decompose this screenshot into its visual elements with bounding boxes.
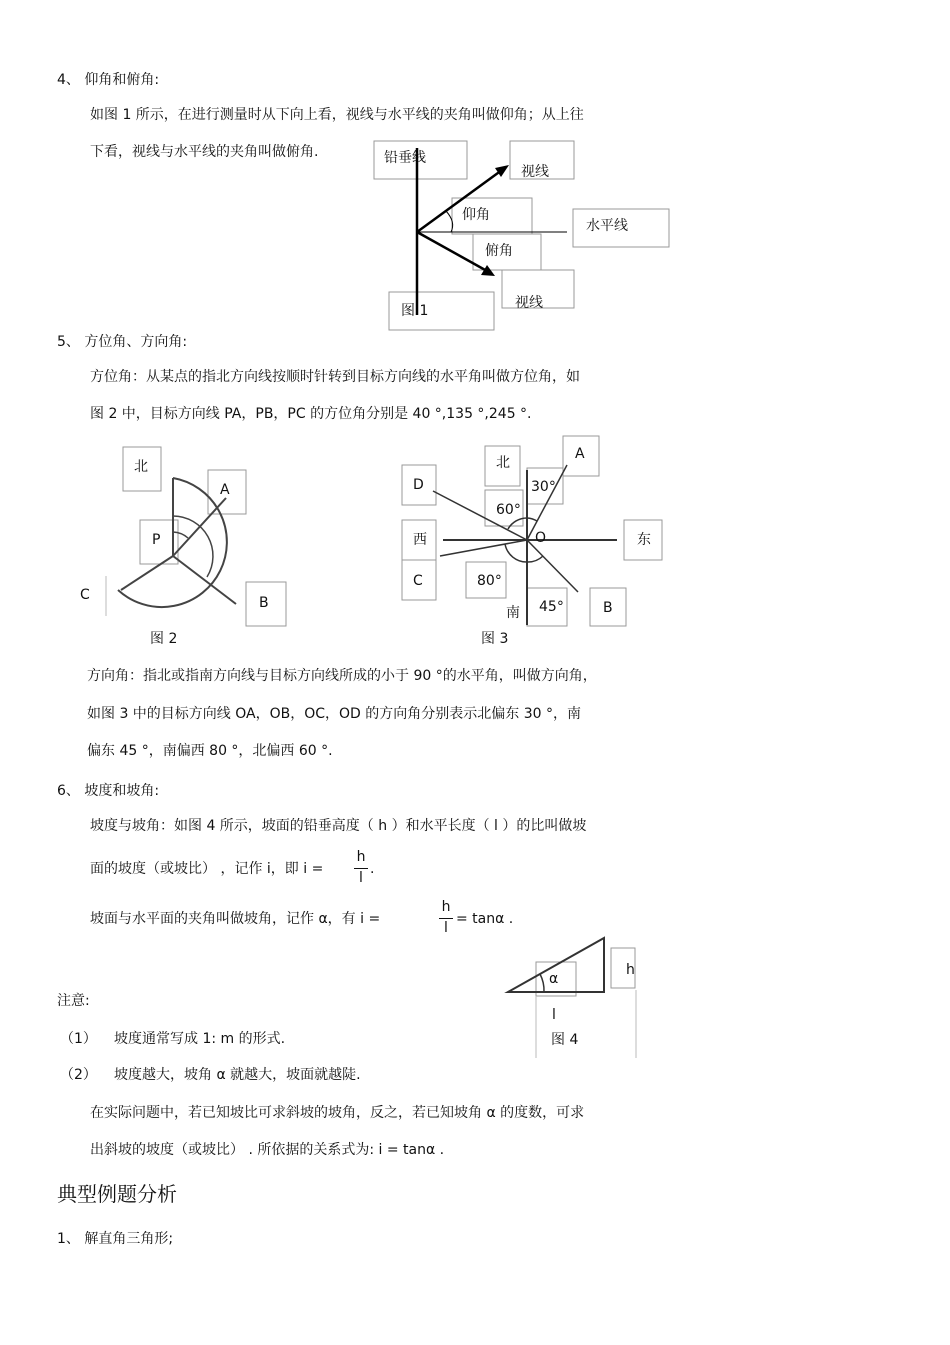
fig3-caption: 图 3	[481, 631, 509, 647]
example-item-1: 1、 解直角三角形;	[57, 1231, 174, 1247]
direction-angle-line2: 如图 3 中的目标方向线 OA，OB，OC，OD 的方向角分别表示北偏东 30 °，南	[87, 706, 581, 722]
fig1-horizontal-label: 水平线	[586, 218, 628, 234]
fig3-60-label: 60°	[496, 502, 521, 518]
fig3-b-label: B	[603, 600, 613, 616]
fig1-elevation-label: 仰角	[462, 207, 490, 223]
fig3-south-label: 南	[506, 605, 520, 621]
slope-angle-fraction-denominator: l	[444, 920, 448, 936]
fig2-b-label: B	[259, 595, 269, 611]
fig2-c-label: C	[80, 587, 90, 603]
fig3-d-label: D	[413, 477, 424, 493]
slope-angle-text: 坡面与水平面的夹角叫做坡角，记作 α，有 i =	[90, 911, 381, 927]
fig1-plumb-label: 铅垂线	[384, 150, 426, 166]
fig2-north-label: 北	[134, 459, 148, 475]
fig3-c-label: C	[413, 573, 423, 589]
fig2-caption: 图 2	[150, 631, 178, 647]
fig3-80-label: 80°	[477, 573, 502, 589]
section-5-text-line1: 方位角：从某点的指北方向线按顺时针转到目标方向线的水平角叫做方位角，如	[90, 369, 580, 385]
fig1-depression-label: 俯角	[485, 243, 513, 259]
note-1-text: 坡度通常写成 1: m 的形式.	[114, 1031, 286, 1047]
slope-fraction-numerator: h	[356, 849, 366, 865]
fig3-west-label: 西	[413, 532, 427, 548]
note-label: 注意:	[57, 993, 90, 1009]
fig1-sight-down-label: 视线	[515, 295, 543, 311]
fig4-alpha-label: α	[549, 971, 559, 987]
slope-ratio-period: .	[370, 861, 375, 877]
section-5-heading: 5、 方位角、方向角:	[57, 334, 188, 350]
practice-text-line1: 在实际问题中，若已知坡比可求斜坡的坡角，反之，若已知坡角 α 的度数，可求	[90, 1105, 585, 1121]
slope-angle-fraction-numerator: h	[441, 899, 451, 915]
slope-fraction-denominator: l	[359, 870, 363, 886]
fig3-a-label: A	[575, 446, 585, 462]
fig1-caption: 图 1	[401, 303, 429, 319]
examples-heading: 典型例题分析	[57, 1182, 177, 1206]
section-6-text-line1: 坡度与坡角：如图 4 所示，坡面的铅垂高度（ h ）和水平长度（ l ）的比叫做坡	[90, 818, 587, 834]
direction-angle-line3: 偏东 45 °，南偏西 80 °，北偏西 60 °.	[87, 743, 333, 759]
note-2-number: （2）	[60, 1067, 97, 1083]
slope-ratio-text: 面的坡度（或坡比） ，记作 i，即 i =	[90, 861, 324, 877]
direction-angle-line1: 方向角：指北或指南方向线与目标方向线所成的小于 90 °的水平角，叫做方向角，	[87, 668, 597, 684]
slope-angle-tan: = tanα .	[456, 911, 514, 927]
fig2-p-label: P	[152, 532, 161, 548]
section-5-text-line2: 图 2 中，目标方向线 PA，PB，PC 的方位角分别是 40 °,135 °,245 °.	[90, 406, 532, 422]
fig4-h-label: h	[626, 962, 635, 978]
section-4-text-line2: 下看，视线与水平线的夹角叫做俯角.	[90, 144, 319, 160]
section-4-text-line1: 如图 1 所示，在进行测量时从下向上看，视线与水平线的夹角叫做仰角；从上往	[90, 107, 584, 123]
note-2-text: 坡度越大，坡角 α 就越大，坡面就越陡.	[114, 1067, 361, 1083]
fig3-north-label: 北	[496, 455, 510, 471]
fig3-30-label: 30°	[531, 479, 556, 495]
practice-text-line2: 出斜坡的坡度（或坡比） . 所依据的关系式为: i = tanα .	[90, 1142, 445, 1158]
note-1-number: （1）	[60, 1031, 97, 1047]
section-6-heading: 6、 坡度和坡角:	[57, 783, 160, 799]
fig3-o-label: O	[535, 530, 547, 546]
section-4-heading: 4、 仰角和俯角:	[57, 72, 160, 88]
fig2-a-label: A	[220, 482, 230, 498]
fig3-45-label: 45°	[539, 599, 564, 615]
fig4-alpha-arc	[540, 974, 544, 992]
fig1-sight-up-label: 视线	[521, 164, 549, 180]
fig3-east-label: 东	[637, 532, 651, 548]
fig4-l-label: l	[552, 1007, 556, 1023]
fig4-caption: 图 4	[551, 1032, 579, 1048]
